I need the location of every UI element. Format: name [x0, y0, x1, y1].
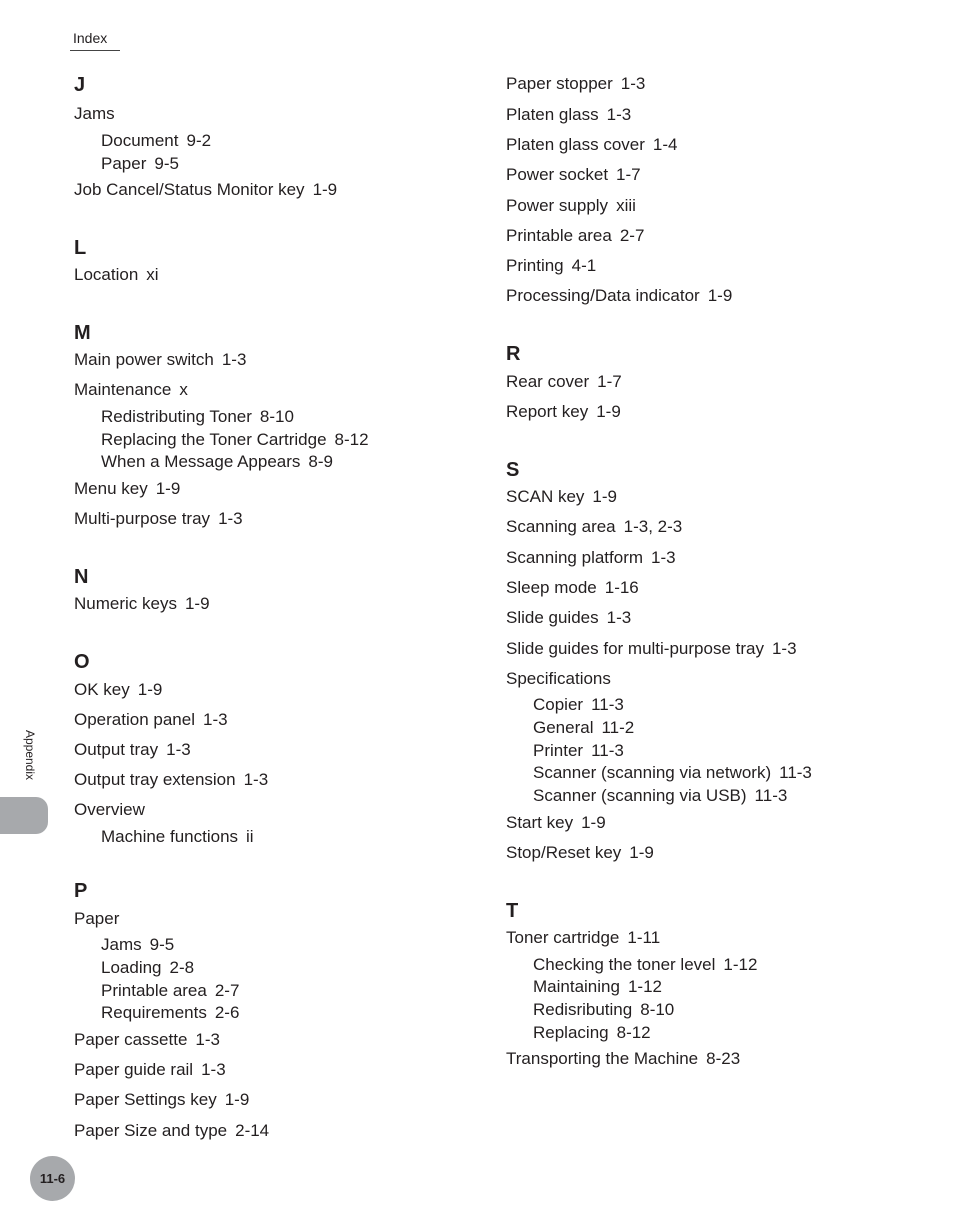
index-entry-term: Main power switch: [74, 350, 214, 369]
index-entry: [506, 104, 631, 126]
index-entry: [74, 799, 145, 821]
index-subentry: [506, 954, 757, 976]
index-entry-term: Copier: [533, 695, 584, 714]
index-subentry: [74, 153, 179, 175]
index-page-ref: 8-12: [334, 430, 369, 449]
index-entry: [506, 927, 660, 949]
index-subentry: [506, 762, 812, 784]
index-page-ref: 11-3: [754, 786, 788, 805]
index-entry: [506, 1048, 740, 1070]
index-entry: [506, 577, 639, 599]
index-subentry: [74, 934, 174, 956]
index-entry-term: Platen glass cover: [506, 135, 645, 154]
index-entry-term: Platen glass: [506, 105, 599, 124]
index-page-ref: 1-3, 2-3: [623, 517, 683, 536]
index-letter-heading: M: [74, 322, 91, 344]
index-entry-term: Loading: [101, 958, 162, 977]
index-page-ref: 1-12: [627, 977, 662, 996]
index-entry: [74, 379, 188, 401]
index-page-ref: 8-12: [616, 1023, 651, 1042]
index-page-ref: 8-10: [259, 407, 294, 426]
index-entry-term: OK key: [74, 680, 130, 699]
index-page-ref: 1-3: [651, 548, 676, 567]
index-page-ref: 1-11: [627, 928, 661, 947]
index-page-ref: 4-1: [571, 256, 597, 275]
index-entry-term: Jams: [101, 935, 142, 954]
index-entry-term: Paper Size and type: [74, 1121, 228, 1140]
index-page-ref: xi: [146, 265, 159, 284]
index-entry-term: Redistributing Toner: [101, 407, 252, 426]
index-entry-term: Paper stopper: [506, 74, 613, 93]
index-entry-term: Printing: [506, 256, 564, 275]
index-entry-term: Output tray: [74, 740, 159, 759]
index-entry: [506, 285, 732, 307]
index-letter-heading: O: [74, 651, 90, 673]
index-page-ref: 11-3: [779, 763, 812, 782]
index-page-ref: 11-2: [601, 718, 635, 737]
index-page-ref: 1-3: [771, 639, 797, 658]
index-page-ref: 1-12: [723, 955, 758, 974]
index-subentry: [74, 1002, 239, 1024]
index-letter-heading: L: [74, 237, 87, 259]
index-entry: [506, 842, 654, 864]
index-entry-term: Stop/Reset key: [506, 843, 622, 862]
index-letter-heading: S: [506, 459, 520, 481]
index-page-ref: 1-3: [221, 350, 247, 369]
index-entry-term: When a Message Appears: [101, 452, 301, 471]
index-entry: [506, 134, 677, 156]
index-letter-heading: T: [506, 900, 519, 922]
index-page-ref: 1-3: [202, 710, 228, 729]
index-entry: [74, 103, 115, 125]
index-entry-term: Checking the toner level: [533, 955, 716, 974]
index-entry-term: Slide guides: [506, 608, 599, 627]
index-page-ref: 1-7: [597, 372, 622, 391]
index-entry-term: Processing/Data indicator: [506, 286, 700, 305]
index-page-ref: 8-10: [640, 1000, 675, 1019]
index-entry-term: Jams: [74, 104, 115, 123]
index-entry-term: Overview: [74, 800, 145, 819]
index-letter-heading: N: [74, 566, 89, 588]
index-page-ref: 2-14: [235, 1121, 270, 1140]
index-entry-term: Printable area: [506, 226, 612, 245]
index-entry: [74, 1089, 249, 1111]
index-entry-term: Sleep mode: [506, 578, 597, 597]
index-page-ref: 1-4: [652, 135, 678, 154]
index-entry: [74, 1059, 226, 1081]
index-entry: [74, 709, 228, 731]
index-entry-term: Operation panel: [74, 710, 195, 729]
index-entry: [506, 486, 617, 508]
index-entry-term: Location: [74, 265, 139, 284]
index-entry-term: Maintaining: [533, 977, 620, 996]
index-page-ref: 1-9: [137, 680, 163, 699]
index-entry-term: Redisributing: [533, 1000, 633, 1019]
index-entry-term: Report key: [506, 402, 589, 421]
index-entry: [74, 508, 243, 530]
index-entry-term: Replacing: [533, 1023, 609, 1042]
index-entry: [74, 478, 180, 500]
index-subentry: [506, 999, 674, 1021]
index-entry-term: Transporting the Machine: [506, 1049, 699, 1068]
index-page-ref: 2-8: [169, 958, 195, 977]
index-subentry: [74, 980, 239, 1002]
index-page-ref: xiii: [616, 196, 636, 215]
index-entry: [74, 593, 210, 615]
index-entry-term: Paper Settings key: [74, 1090, 217, 1109]
index-subentry: [74, 406, 294, 428]
index-entry-term: Scanner (scanning via network): [533, 763, 772, 782]
index-entry-term: Paper guide rail: [74, 1060, 194, 1079]
index-subentry: [506, 740, 624, 762]
index-entry-term: Power socket: [506, 165, 609, 184]
index-page-ref: 1-9: [581, 813, 606, 832]
index-subentry: [506, 976, 662, 998]
index-page-ref: 1-7: [616, 165, 641, 184]
index-page-ref: 1-3: [620, 74, 646, 93]
index-entry: [506, 812, 606, 834]
index-entry-term: Printer: [533, 741, 584, 760]
index-page-ref: 2-7: [619, 226, 645, 245]
index-entry: [74, 179, 337, 201]
index-letter-heading: R: [506, 343, 521, 365]
index-subentry: [506, 1022, 651, 1044]
index-entry: [74, 679, 162, 701]
index-page-ref: 8-23: [706, 1049, 741, 1068]
index-subentry: [506, 717, 634, 739]
index-entry-term: Machine functions: [101, 827, 239, 846]
index-entry: [506, 401, 621, 423]
index-page-ref: 2-7: [214, 981, 240, 1000]
index-entry: [74, 739, 191, 761]
index-entry: [506, 195, 636, 217]
index-subentry: [74, 429, 369, 451]
index-entry-term: Scanner (scanning via USB): [533, 786, 747, 805]
index-entry-term: Menu key: [74, 479, 148, 498]
index-entry: [506, 547, 676, 569]
index-page-ref: 1-9: [184, 594, 210, 613]
index-letter-heading: J: [74, 74, 86, 96]
index-page-ref: 1-9: [707, 286, 733, 305]
index-entry-term: Rear cover: [506, 372, 590, 391]
index-entry-term: Specifications: [506, 669, 611, 688]
index-entry: [506, 255, 596, 277]
index-entry-term: Toner cartridge: [506, 928, 620, 947]
index-page-ref: 1-3: [166, 740, 191, 759]
index-entry-term: Paper cassette: [74, 1030, 188, 1049]
index-entry: [506, 225, 644, 247]
index-entry-term: General: [533, 718, 594, 737]
index-entry: [74, 1029, 220, 1051]
index-entry-term: Start key: [506, 813, 574, 832]
index-page-ref: 1-9: [224, 1090, 250, 1109]
index-entry-term: SCAN key: [506, 487, 585, 506]
index-page-ref: 9-5: [154, 154, 179, 173]
index-page-ref: 1-9: [592, 487, 617, 506]
index-entry-term: Output tray extension: [74, 770, 236, 789]
index-page-ref: 11-3: [591, 741, 624, 760]
index-page-ref: 1-9: [312, 180, 338, 199]
index-entry-term: Maintenance: [74, 380, 172, 399]
header-rule: [70, 50, 120, 51]
index-subentry: [74, 451, 333, 473]
index-entry: [506, 668, 611, 690]
appendix-tab: [0, 797, 48, 834]
index-entry-term: Scanning area: [506, 517, 616, 536]
index-entry: [74, 908, 119, 930]
index-subentry: [74, 826, 254, 848]
index-entry-term: Job Cancel/Status Monitor key: [74, 180, 305, 199]
index-entry-term: Slide guides for multi-purpose tray: [506, 639, 764, 658]
index-entry-term: Paper: [101, 154, 147, 173]
index-entry: [74, 1120, 269, 1142]
index-entry-term: Multi-purpose tray: [74, 509, 211, 528]
index-entry-term: Document: [101, 131, 179, 150]
page-number: 11-6: [30, 1156, 75, 1201]
index-entry: [74, 264, 159, 286]
index-page-ref: 1-9: [155, 479, 181, 498]
index-page-ref: 9-2: [186, 131, 212, 150]
index-page-ref: 1-3: [218, 509, 243, 528]
index-entry: [506, 638, 797, 660]
index-page-ref: 1-3: [606, 105, 632, 124]
index-entry: [74, 349, 246, 371]
index-entry: [506, 516, 682, 538]
index-entry: [74, 769, 268, 791]
index-page-ref: 1-3: [606, 608, 632, 627]
index-entry-term: Numeric keys: [74, 594, 177, 613]
index-page-ref: 1-9: [596, 402, 621, 421]
index-page-ref: 1-16: [604, 578, 639, 597]
index-entry-term: Replacing the Toner Cartridge: [101, 430, 327, 449]
index-page-ref: 1-3: [243, 770, 269, 789]
index-entry: [506, 73, 645, 95]
index-page-ref: 8-9: [308, 452, 333, 471]
index-entry-term: Requirements: [101, 1003, 207, 1022]
index-subentry: [506, 694, 624, 716]
index-page-ref: 11-3: [591, 695, 624, 714]
index-page-ref: 1-3: [195, 1030, 220, 1049]
index-entry: [506, 164, 641, 186]
index-page-ref: x: [179, 380, 188, 399]
running-header: Index: [73, 30, 108, 46]
index-subentry: [74, 957, 194, 979]
index-entry-term: Scanning platform: [506, 548, 644, 567]
index-entry-term: Printable area: [101, 981, 207, 1000]
index-page-ref: 2-6: [214, 1003, 240, 1022]
index-page-ref: 9-5: [149, 935, 175, 954]
index-entry: [506, 607, 631, 629]
index-entry-term: Paper: [74, 909, 120, 928]
index-letter-heading: P: [74, 880, 88, 902]
index-subentry: [74, 130, 211, 152]
index-page-ref: ii: [246, 827, 254, 846]
index-entry: [506, 371, 622, 393]
side-tab-label: Appendix: [23, 729, 37, 781]
index-page-ref: 1-9: [629, 843, 654, 862]
index-page-ref: 1-3: [201, 1060, 226, 1079]
index-subentry: [506, 785, 787, 807]
index-entry-term: Power supply: [506, 196, 609, 215]
